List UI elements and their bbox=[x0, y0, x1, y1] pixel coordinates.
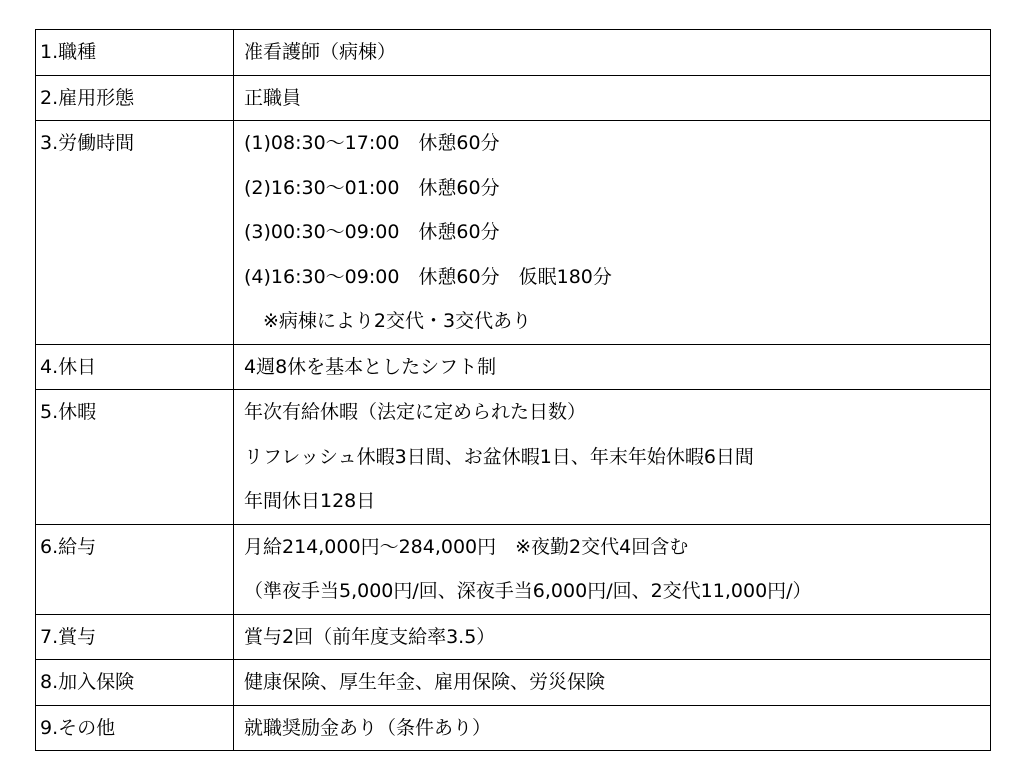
table-row-job-type bbox=[36, 30, 991, 76]
row-label-job-type bbox=[36, 30, 234, 76]
table-row-salary bbox=[36, 524, 991, 614]
row-value-line: 就職奨励金あり（条件あり） bbox=[244, 716, 492, 739]
row-label-text: 6.給与 bbox=[40, 535, 97, 558]
row-label-text: 5.休暇 bbox=[40, 401, 97, 423]
row-label-leave bbox=[36, 390, 234, 525]
row-value-salary bbox=[234, 524, 991, 614]
row-value-line: （準夜手当5,000円/回、深夜手当6,000円/回、2交代11,000円/） bbox=[244, 580, 812, 602]
row-value-leave bbox=[234, 390, 991, 525]
row-label-salary bbox=[36, 524, 234, 614]
row-value-line: 月給214,000円～284,000円 ※夜勤2交代4回含む bbox=[244, 535, 689, 558]
table-row-leave bbox=[36, 390, 991, 525]
row-label-text: 3.労働時間 bbox=[40, 132, 135, 154]
employment-terms-table bbox=[35, 29, 991, 751]
row-value-line: 准看護師（病棟） bbox=[244, 41, 397, 63]
row-value-line: 年間休日128日 bbox=[244, 490, 376, 512]
row-value-line: 賞与2回（前年度支給率3.5） bbox=[244, 625, 496, 648]
row-value-line: 4週8休を基本としたシフト制 bbox=[244, 355, 497, 378]
row-label-bonus bbox=[36, 614, 234, 660]
row-value-other bbox=[234, 705, 991, 751]
row-value-line: 正職員 bbox=[244, 86, 302, 109]
row-value-working-hours bbox=[234, 121, 991, 345]
row-value-job-type bbox=[234, 30, 991, 76]
row-value-line: (2)16:30～01:00 休憩60分 bbox=[244, 176, 500, 199]
row-label-working-hours bbox=[36, 121, 234, 345]
table-row-working-hours bbox=[36, 121, 991, 345]
row-value-line: (3)00:30～09:00 休憩60分 bbox=[244, 221, 500, 243]
row-label-other bbox=[36, 705, 234, 751]
row-value-line: 健康保険、厚生年金、雇用保険、労災保険 bbox=[244, 671, 606, 693]
row-label-text: 2.雇用形態 bbox=[40, 86, 135, 109]
row-value-employment-type bbox=[234, 75, 991, 121]
row-label-holidays bbox=[36, 344, 234, 390]
row-label-insurance bbox=[36, 660, 234, 706]
row-value-line: (1)08:30～17:00 休憩60分 bbox=[244, 132, 500, 154]
row-label-text: 8.加入保険 bbox=[40, 671, 135, 693]
row-value-line: 年次有給休暇（法定に定められた日数） bbox=[244, 401, 587, 423]
row-label-text: 1.職種 bbox=[40, 41, 97, 63]
row-value-holidays bbox=[234, 344, 991, 390]
row-label-text: 9.その他 bbox=[40, 716, 116, 739]
row-label-text: 4.休日 bbox=[40, 355, 97, 378]
row-value-line: ※病棟により2交代・3交代あり bbox=[244, 310, 532, 332]
table-row-bonus bbox=[36, 614, 991, 660]
table-row-employment-type bbox=[36, 75, 991, 121]
row-label-employment-type bbox=[36, 75, 234, 121]
table-row-other bbox=[36, 705, 991, 751]
row-value-line: (4)16:30～09:00 休憩60分 仮眠180分 bbox=[244, 265, 612, 288]
row-value-line: リフレッシュ休暇3日間、お盆休暇1日、年末年始休暇6日間 bbox=[244, 445, 754, 468]
table-row-insurance bbox=[36, 660, 991, 706]
table-row-holidays bbox=[36, 344, 991, 390]
row-label-text: 7.賞与 bbox=[40, 625, 97, 648]
row-value-bonus bbox=[234, 614, 991, 660]
row-value-insurance bbox=[234, 660, 991, 706]
